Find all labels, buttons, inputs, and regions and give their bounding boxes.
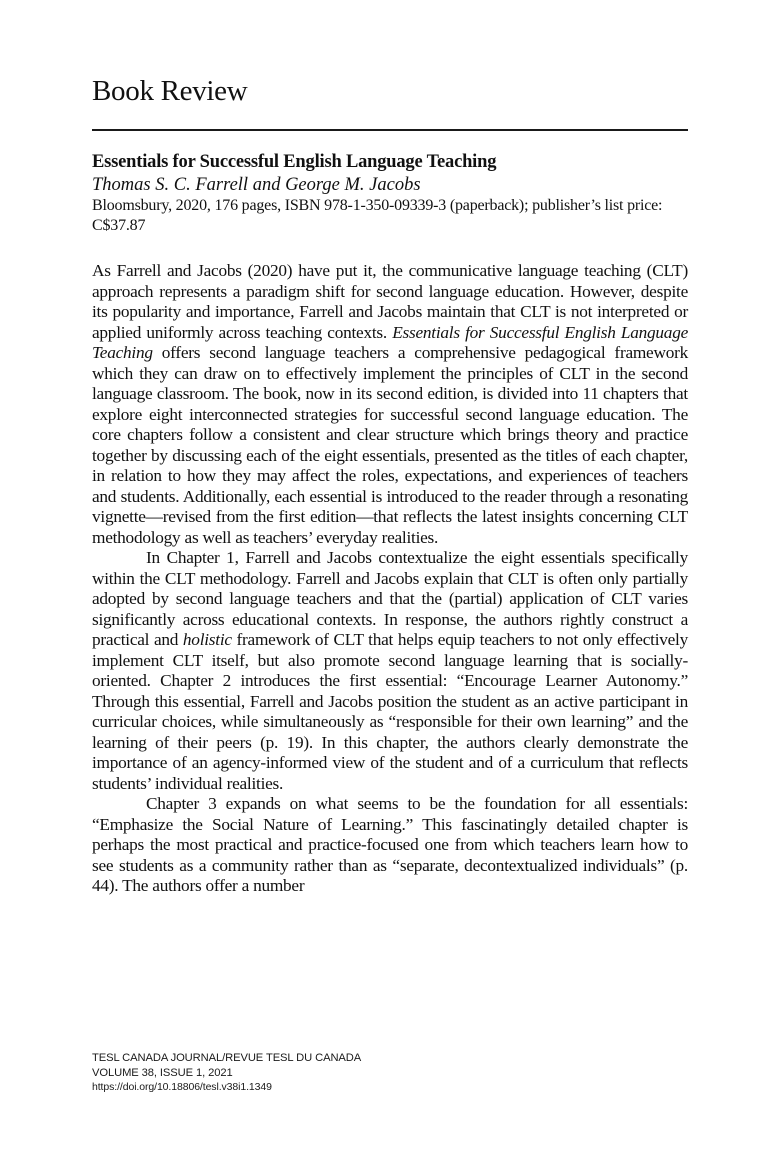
- review-body: [92, 261, 688, 897]
- book-title-italic: Essentials for Successful English Language Teaching: [92, 322, 688, 362]
- journal-name: TESL CANADA JOURNAL/REVUE TESL DU CANADA: [92, 1052, 362, 1064]
- paragraph-3: Chapter 3 expands on what seems to be the foundation for all essentials: “Emphasize the Social Nature of Learning.” This fascinatingly detailed chapter is perhaps the most practical and practice-focused one from which teachers learn how to see students as a community rather than as “separate, decontextualized individuals” (p. 44). The authors offer a number: [92, 794, 688, 895]
- book-title: Essentials for Successful English Language Teaching: [92, 152, 497, 172]
- paragraph-2: [92, 548, 688, 794]
- paragraph-2-text-a: In Chapter 1, Farrell and Jacobs contextualize the eight essentials specifically within the CLT methodology. Farrell and Jacobs explain that CLT is often only partially adopted by second language teachers and that the (partial) application of CLT varies significantly across educational contexts. In response, the authors rightly construct a practical and: [92, 548, 688, 649]
- doi-link[interactable]: https://doi.org/10.18806/tesl.v38i1.1349: [92, 1081, 272, 1093]
- doi-line: [92, 1080, 361, 1095]
- paragraph-1: [92, 261, 688, 548]
- paragraph-1-text-a: As Farrell and Jacobs (2020) have put it, the communicative language teaching (CLT) approach represents a paradigm shift for second language education. However, despite its popularity and importance, Farrell and Jacobs maintain that CLT is not interpreted or applied uniformly across teaching contexts.: [92, 261, 688, 342]
- horizontal-rule-divider: [92, 129, 688, 131]
- holistic-italic: holistic: [182, 630, 232, 649]
- journal-footer: [92, 1051, 361, 1095]
- book-metadata: [92, 150, 688, 236]
- book-publication-info: Bloomsbury, 2020, 176 pages, ISBN 978-1-350-09339-3 (paperback); publisher’s list price: C$37.87: [92, 197, 663, 234]
- book-authors: Thomas S. C. Farrell and George M. Jacobs: [92, 175, 421, 195]
- journal-volume: VOLUME 38, ISSUE 1, 2021: [92, 1066, 233, 1079]
- paragraph-2-text-b: framework of CLT that helps equip teachers to not only effectively implement CLT itself, but also promote second language learning that is socially-oriented. Chapter 2 introduces the first essential: “Encourage Learner Autonomy.” Through this essential, Farrell and Jacobs position the student as an active participant in curricular choices, while simultaneously as “responsible for their own learning” and the learning of their peers (p. 19). In this chapter, the authors clearly demonstrate the importance of an agency-informed view of the student and of a curriculum that reflects students’ individual realities.: [92, 630, 688, 793]
- section-heading: Book Review: [92, 75, 248, 107]
- paragraph-1-text-b: offers second language teachers a comprehensive pedagogical framework which they can draw on to effectively implement the principles of CLT in the second language classroom. The book, now in its second edition, is divided into 11 chapters that explore eight interconnected strategies for successful second language education. The core chapters follow a consistent and clear structure which brings theory and practice together by discussing each of the eight essentials, presented as the titles of each chapter, in relation to how they may affect the roles, expectations, and experiences of teachers and students. Additionally, each essential is introduced to the reader through a resonating vignette—revised from the first edition—that reflects the latest insights concerning CLT methodology as well as teachers’ everyday realities.: [92, 343, 688, 547]
